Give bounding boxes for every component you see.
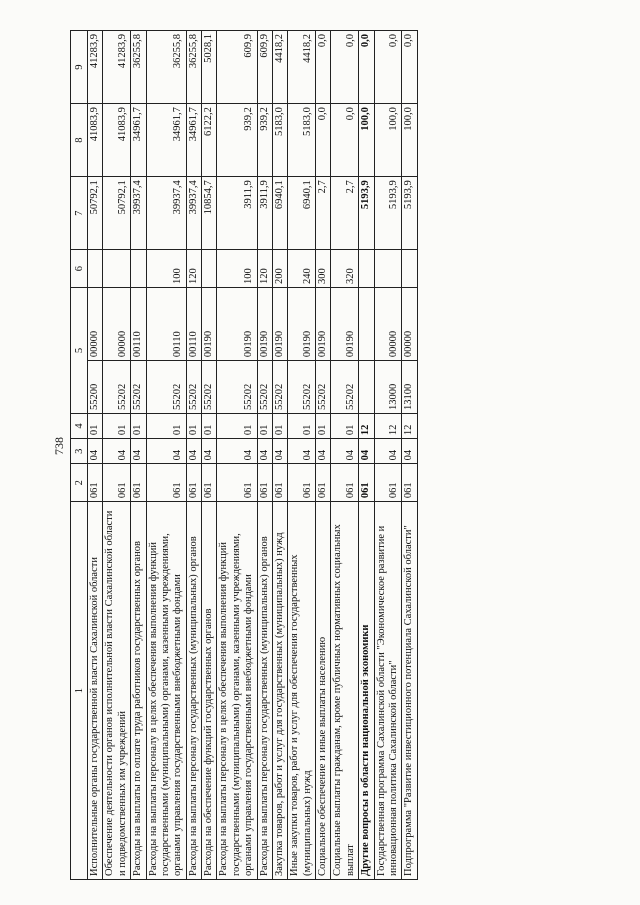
row-amount-col9: 5028,1 <box>202 31 217 104</box>
row-amount-col9: 4418,2 <box>272 31 287 104</box>
row-amount-col8: 0,0 <box>331 104 359 177</box>
row-section: 04 <box>316 439 331 464</box>
header-col-1: 1 <box>71 502 88 880</box>
row-target-code-direction: 00000 <box>402 288 417 361</box>
header-col-4: 4 <box>71 413 88 438</box>
row-name: Расходы на обеспечение функций государственных органов <box>202 502 217 880</box>
row-subsection: 01 <box>146 413 186 438</box>
row-amount-col7: 2,7 <box>316 177 331 250</box>
row-amount-col9: 36255,8 <box>131 31 146 104</box>
row-subsection: 01 <box>272 413 287 438</box>
page-number: 738 <box>52 437 66 455</box>
row-target-code-program: 55202 <box>257 361 272 414</box>
row-admin-code: 061 <box>131 464 146 502</box>
row-amount-col8: 34961,7 <box>186 104 201 177</box>
row-section: 04 <box>288 439 316 464</box>
row-subsection: 01 <box>331 413 359 438</box>
row-expense-type: 120 <box>257 250 272 288</box>
row-admin-code: 061 <box>288 464 316 502</box>
table-row <box>374 31 402 880</box>
row-amount-col7: 3911,9 <box>257 177 272 250</box>
row-amount-col9: 36255,8 <box>146 31 186 104</box>
row-target-code-direction: 00190 <box>272 288 287 361</box>
row-section: 04 <box>272 439 287 464</box>
row-amount-col8: 100,0 <box>374 104 402 177</box>
table-row <box>88 31 103 880</box>
row-section: 04 <box>202 439 217 464</box>
row-expense-type: 300 <box>316 250 331 288</box>
row-admin-code: 061 <box>374 464 402 502</box>
header-row <box>71 31 88 880</box>
row-admin-code: 061 <box>146 464 186 502</box>
row-name: Расходы на выплаты персоналу в целях обеспечения выполнения функций государственными (муниципальными) органами, казенными учреждениями, органами управления государственными внебюджетными фондами <box>146 502 186 880</box>
row-section: 04 <box>186 439 201 464</box>
row-subsection: 01 <box>202 413 217 438</box>
row-target-code-direction: 00000 <box>103 288 131 361</box>
row-subsection: 12 <box>374 413 402 438</box>
row-name: Расходы на выплаты персоналу в целях обеспечения выполнения функций государственными (муниципальными) органами, казенными учреждениями, органами управления государственными внебюджетными фондами <box>217 502 257 880</box>
row-name: Исполнительные органы государственной власти Сахалинской области <box>88 502 103 880</box>
row-amount-col9: 41283,9 <box>88 31 103 104</box>
table-body <box>88 31 418 880</box>
row-amount-col9: 0,0 <box>374 31 402 104</box>
row-target-code-program: 55202 <box>316 361 331 414</box>
row-target-code-program: 55202 <box>131 361 146 414</box>
row-target-code-direction: 00110 <box>146 288 186 361</box>
row-amount-col8: 939,2 <box>217 104 257 177</box>
table-row <box>402 31 417 880</box>
row-subsection: 01 <box>103 413 131 438</box>
row-section: 04 <box>131 439 146 464</box>
row-expense-type: 320 <box>331 250 359 288</box>
header-col-2: 2 <box>71 464 88 502</box>
row-name: Социальные выплаты гражданам, кроме публичных нормативных социальных выплат <box>331 502 359 880</box>
row-amount-col8: 5183,0 <box>288 104 316 177</box>
row-amount-col8: 100,0 <box>402 104 417 177</box>
row-section: 04 <box>257 439 272 464</box>
row-expense-type <box>103 250 131 288</box>
row-name: Социальное обеспечение и иные выплаты населению <box>316 502 331 880</box>
row-expense-type <box>202 250 217 288</box>
row-name: Расходы на выплаты персоналу государственных (муниципальных) органов <box>257 502 272 880</box>
row-admin-code: 061 <box>402 464 417 502</box>
table-row <box>217 31 257 880</box>
row-admin-code: 061 <box>186 464 201 502</box>
row-target-code-direction: 00000 <box>88 288 103 361</box>
row-amount-col8: 34961,7 <box>131 104 146 177</box>
row-amount-col7: 6940,1 <box>272 177 287 250</box>
table-row <box>272 31 287 880</box>
row-amount-col7: 5193,9 <box>359 177 374 250</box>
table-row <box>186 31 201 880</box>
row-amount-col7: 50792,1 <box>103 177 131 250</box>
row-target-code-direction: 00110 <box>131 288 146 361</box>
header-col-7: 7 <box>71 177 88 250</box>
row-target-code-direction: 00190 <box>217 288 257 361</box>
row-admin-code: 061 <box>272 464 287 502</box>
row-expense-type: 100 <box>217 250 257 288</box>
row-target-code-program: 55202 <box>202 361 217 414</box>
row-section: 04 <box>359 439 374 464</box>
row-section: 04 <box>331 439 359 464</box>
row-amount-col7: 10854,7 <box>202 177 217 250</box>
row-section: 04 <box>146 439 186 464</box>
row-expense-type <box>131 250 146 288</box>
row-subsection: 01 <box>288 413 316 438</box>
row-target-code-direction: 00190 <box>331 288 359 361</box>
row-name: Обеспечение деятельности органов исполнительной власти Сахалинской области и подведомственных им учреждений <box>103 502 131 880</box>
row-target-code-direction: 00190 <box>257 288 272 361</box>
row-target-code-direction <box>359 288 374 361</box>
row-admin-code: 061 <box>331 464 359 502</box>
header-col-8: 8 <box>71 104 88 177</box>
row-amount-col8: 100,0 <box>359 104 374 177</box>
row-amount-col8: 5183,0 <box>272 104 287 177</box>
header-col-9: 9 <box>71 31 88 104</box>
row-section: 04 <box>88 439 103 464</box>
row-subsection: 01 <box>257 413 272 438</box>
table-row <box>359 31 374 880</box>
row-amount-col9: 0,0 <box>316 31 331 104</box>
row-expense-type <box>88 250 103 288</box>
row-target-code-direction: 00190 <box>316 288 331 361</box>
row-expense-type: 200 <box>272 250 287 288</box>
row-target-code-program: 55202 <box>146 361 186 414</box>
table-row <box>103 31 131 880</box>
row-expense-type: 240 <box>288 250 316 288</box>
row-name: Иные закупки товаров, работ и услуг для обеспечения государственных (муниципальных) нужд <box>288 502 316 880</box>
row-name: Расходы на выплаты по оплате труда работников государственных органов <box>131 502 146 880</box>
table-row <box>288 31 316 880</box>
row-expense-type <box>402 250 417 288</box>
row-amount-col9: 41283,9 <box>103 31 131 104</box>
row-admin-code: 061 <box>257 464 272 502</box>
row-amount-col7: 3911,9 <box>217 177 257 250</box>
row-amount-col8: 0,0 <box>316 104 331 177</box>
row-amount-col7: 5193,9 <box>374 177 402 250</box>
row-name: Расходы на выплаты персоналу государственных (муниципальных) органов <box>186 502 201 880</box>
row-target-code-program: 55202 <box>103 361 131 414</box>
row-admin-code: 061 <box>202 464 217 502</box>
row-amount-col9: 0,0 <box>331 31 359 104</box>
row-section: 04 <box>402 439 417 464</box>
row-admin-code: 061 <box>217 464 257 502</box>
row-expense-type <box>374 250 402 288</box>
row-target-code-direction: 00190 <box>202 288 217 361</box>
row-section: 04 <box>103 439 131 464</box>
row-subsection: 01 <box>131 413 146 438</box>
row-admin-code: 061 <box>103 464 131 502</box>
row-amount-col7: 2,7 <box>331 177 359 250</box>
row-amount-col9: 0,0 <box>402 31 417 104</box>
row-target-code-program: 13000 <box>374 361 402 414</box>
table-row <box>202 31 217 880</box>
row-target-code-program: 55202 <box>288 361 316 414</box>
table-row <box>316 31 331 880</box>
row-target-code-program <box>359 361 374 414</box>
row-amount-col9: 36255,8 <box>186 31 201 104</box>
row-target-code-program: 13100 <box>402 361 417 414</box>
row-target-code-program: 55202 <box>217 361 257 414</box>
table-row <box>131 31 146 880</box>
row-amount-col9: 0,0 <box>359 31 374 104</box>
row-subsection: 01 <box>217 413 257 438</box>
row-amount-col7: 5193,9 <box>402 177 417 250</box>
row-target-code-program: 55202 <box>272 361 287 414</box>
row-amount-col7: 50792,1 <box>88 177 103 250</box>
row-admin-code: 061 <box>316 464 331 502</box>
row-expense-type: 100 <box>146 250 186 288</box>
row-name: Другие вопросы в области национальной экономики <box>359 502 374 880</box>
row-section: 04 <box>374 439 402 464</box>
row-amount-col8: 939,2 <box>257 104 272 177</box>
row-name: Подпрограмма "Развитие инвестиционного потенциала Сахалинской области" <box>402 502 417 880</box>
header-col-5: 5 <box>71 288 88 414</box>
row-amount-col9: 609,9 <box>217 31 257 104</box>
row-admin-code: 061 <box>359 464 374 502</box>
row-subsection: 01 <box>88 413 103 438</box>
row-target-code-direction: 00110 <box>186 288 201 361</box>
row-section: 04 <box>217 439 257 464</box>
row-amount-col7: 39937,4 <box>186 177 201 250</box>
row-target-code-program: 55202 <box>186 361 201 414</box>
row-amount-col8: 41083,9 <box>88 104 103 177</box>
row-expense-type: 120 <box>186 250 201 288</box>
row-expense-type <box>359 250 374 288</box>
row-subsection: 01 <box>186 413 201 438</box>
row-subsection: 12 <box>359 413 374 438</box>
row-amount-col9: 4418,2 <box>288 31 316 104</box>
row-admin-code: 061 <box>88 464 103 502</box>
row-subsection: 12 <box>402 413 417 438</box>
row-target-code-direction: 00190 <box>288 288 316 361</box>
row-target-code-direction: 00000 <box>374 288 402 361</box>
rotated-document <box>50 30 590 880</box>
row-name: Государственная программа Сахалинской области "Экономическое развитие и инновационная политика Сахалинской области" <box>374 502 402 880</box>
row-target-code-program: 55202 <box>331 361 359 414</box>
row-amount-col7: 39937,4 <box>131 177 146 250</box>
table-row <box>146 31 186 880</box>
row-amount-col8: 6122,2 <box>202 104 217 177</box>
row-amount-col9: 609,9 <box>257 31 272 104</box>
header-col-6: 6 <box>71 250 88 288</box>
row-subsection: 01 <box>316 413 331 438</box>
row-amount-col8: 41083,9 <box>103 104 131 177</box>
header-col-3: 3 <box>71 439 88 464</box>
row-amount-col7: 6940,1 <box>288 177 316 250</box>
row-target-code-program: 55200 <box>88 361 103 414</box>
row-amount-col8: 34961,7 <box>146 104 186 177</box>
budget-table <box>70 30 418 880</box>
table-row <box>257 31 272 880</box>
row-amount-col7: 39937,4 <box>146 177 186 250</box>
row-name: Закупка товаров, работ и услуг для государственных (муниципальных) нужд <box>272 502 287 880</box>
table-row <box>331 31 359 880</box>
